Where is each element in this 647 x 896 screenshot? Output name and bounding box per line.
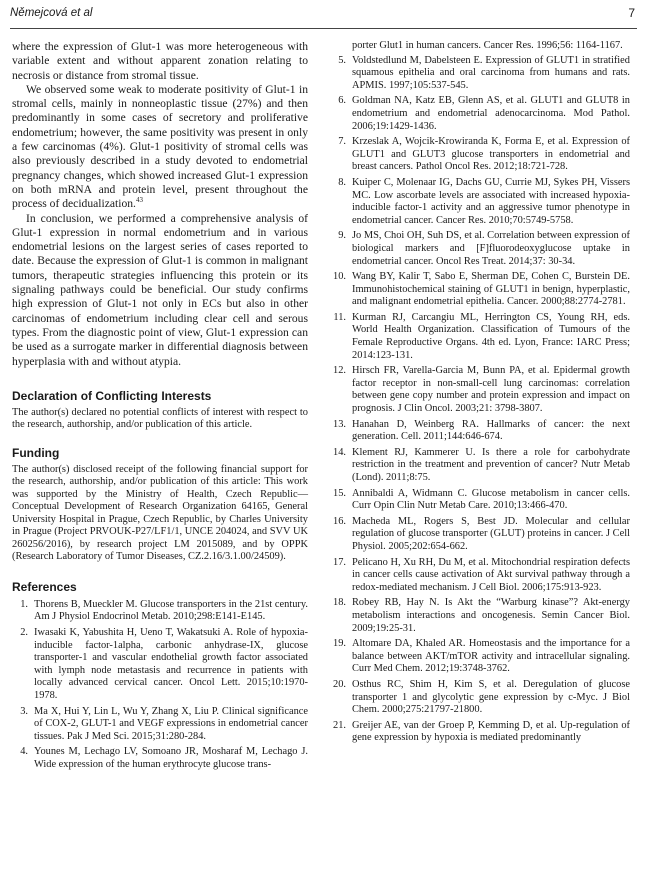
reference-text: Kuiper C, Molenaar IG, Dachs GU, Currie MJ, Sykes PH, Vissers MC. Low ascorbate levels are associated with increased hypoxia-inducible factor-1 activity and an aggressive tumor phenotype in endometrial cancer. Cancer Res. 2010;70:5749-5758.: [352, 176, 630, 226]
reference-item: [12, 599, 308, 624]
right-column: [330, 40, 630, 748]
reference-number: 7.: [338, 136, 346, 148]
reference-number: 16.: [333, 515, 346, 527]
references-list-left: [12, 599, 308, 772]
reference-text: Goldman NA, Katz EB, Glenn AS, et al. GLUT1 and GLUT8 in endometrium and endometrial adenocarcinoma. Mod Pathol. 2006;19:1429-1436.: [352, 95, 630, 132]
reference-number: 2.: [20, 627, 28, 639]
reference-item: [330, 365, 630, 415]
reference-continuation-text: porter Glut1 in human cancers. Cancer Res. 1996;56: 1164-1167.: [352, 40, 623, 51]
references-heading: References: [12, 579, 77, 594]
reference-item: [330, 488, 630, 513]
reference-text: Klement RJ, Kammerer U. Is there a role for carbohydrate restriction in the treatment and prevention of cancer? Nutr Metab (Lond). 2011;8:75.: [352, 446, 630, 483]
reference-number: 4.: [20, 746, 28, 758]
reference-number: 3.: [20, 705, 28, 717]
reference-number: 21.: [333, 719, 346, 731]
reference-number: 19.: [333, 638, 346, 650]
reference-number: 5.: [338, 54, 346, 66]
page-number: 7: [628, 6, 635, 20]
reference-text: Greijer AE, van der Groep P, Kemming D, et al. Up-regulation of gene expression by hypoxia is mediated predominantly: [352, 719, 630, 744]
reference-number: 9.: [338, 230, 346, 242]
reference-item: [330, 516, 630, 554]
funding-heading: Funding: [12, 445, 60, 460]
reference-number: 13.: [333, 418, 346, 430]
reference-text: Hirsch FR, Varella-Garcia M, Bunn PA, et al. Epidermal growth factor receptor in non-small-cell lung carcinomas: correlation between gene copy number and protein expression and impact on prognosis. J Clin Oncol. 2003;21: 3798-3807.: [352, 365, 630, 415]
reference-item: [330, 419, 630, 444]
citation-superscript: 43: [135, 196, 143, 205]
reference-item: [330, 312, 630, 362]
left-column: [12, 40, 308, 775]
running-header-authors: Němejcová et al: [10, 7, 93, 19]
coi-heading: Declaration of Conflicting Interests: [12, 388, 212, 403]
body-paragraph-2: [12, 83, 308, 212]
reference-number: 11.: [333, 311, 346, 323]
reference-text: Macheda ML, Rogers S, Best JD. Molecular and cellular regulation of glucose transporter (GLUT) proteins in cancer. J Cell Physiol. 2005;202:654-662.: [352, 515, 630, 552]
reference-item: [330, 638, 630, 676]
reference-text: Iwasaki K, Yabushita H, Ueno T, Wakatsuki A. Role of hypoxia-inducible factor-1alpha, carbonic anhydrase-IX, glucose transporter-1 and vascular endothelial growth factor associated with lymph node metastasis and recurrence in patients with locally advanced cervical cancer. Oncol Lett. 2015;10:1970-1978.: [34, 627, 308, 701]
reference-number: 17.: [333, 556, 346, 568]
reference-continuation: [330, 40, 630, 53]
reference-text: Robey RB, Hay N. Is Akt the “Warburg kinase”? Akt-energy metabolism interactions and oncogenesis. Semin Cancer Biol. 2009;19:25-31.: [352, 597, 630, 634]
reference-item: [330, 447, 630, 485]
reference-number: 10.: [333, 271, 346, 283]
reference-text: Younes M, Lechago LV, Somoano JR, Mosharaf M, Lechago J. Wide expression of the human erythrocyte glucose trans-: [34, 746, 308, 770]
coi-text: The author(s) declared no potential conflicts of interest with respect to the research, authorship, and/or publication of this article.: [12, 406, 308, 431]
reference-item: [12, 746, 308, 771]
reference-text: Altomare DA, Khaled AR. Homeostasis and the importance for a balance between AKT/mTOR activity and intracellular signaling. Curr Med Chem. 2012;19:3748-3762.: [352, 638, 630, 675]
reference-text: Pelicano H, Xu RH, Du M, et al. Mitochondrial respiration defects in cancer cells cause activation of Akt survival pathway through a redox-mediated mechanism. J Cell Biol. 2006;175:913-923.: [352, 556, 630, 593]
reference-number: 20.: [333, 678, 346, 690]
reference-item: [330, 679, 630, 717]
body-paragraph-3: In conclusion, we performed a comprehensive analysis of Glut-1 expression in normal endometrium and in various endometrial lesions on the largest series of cases reported to date. Because the expression of Glut-1 is common in malignant tumors, therapeutic strategies influencing this protein or its signaling pathways could be beneficial. Our study confirms high expression of Glut-1 not only in ECs but also in other carcinomas of endometrium including clear cell and serous types. From the diagnostic point of view, Glut-1 expression can be used as a surrogate marker in differential diagnosis between hyperplasia with and without atypia.: [12, 211, 308, 368]
reference-text: Krzeslak A, Wojcik-Krowiranda K, Forma E, et al. Expression of GLUT1 and GLUT3 glucose transporters in endometrial and breast cancers. Pathol Oncol Res. 2012;18:721-728.: [352, 136, 630, 173]
reference-text: Osthus RC, Shim H, Kim S, et al. Deregulation of glucose transporter 1 and glycolytic gene expression by c-Myc. J Biol Chem. 2000;275:21797-21800.: [352, 678, 630, 716]
reference-item: [330, 557, 630, 595]
reference-text: Hanahan D, Weinberg RA. Hallmarks of cancer: the next generation. Cell. 2011;144:646-674.: [352, 418, 630, 443]
reference-text: Kurman RJ, Carcangiu ML, Herrington CS, Young RH, eds. World Health Organization. Classification of Tumours of the Female Reproductive Organs. 4th ed. Lyon, France: IARC Press; 2014:123-131.: [352, 311, 630, 361]
reference-text: Wang BY, Kalir T, Sabo E, Sherman DE, Cohen C, Burstein DE. Immunohistochemical staining of GLUT1 in benign, hyperplastic, and malignant endometrial epithelia. Cancer. 2000;88:2774-2781.: [352, 271, 630, 308]
reference-text: Jo MS, Choi OH, Suh DS, et al. Correlation between expression of biological markers and [F]fluorodeoxyglucose uptake in endometrial cancer. Oncol Res Treat. 2014;37: 30-34.: [352, 230, 630, 267]
reference-number: 12.: [333, 365, 346, 377]
body-paragraph-1: where the expression of Glut-1 was more heterogeneous with variable extent and without apparent zonation relating to necrosis or distance from stromal tissue.: [12, 40, 308, 82]
reference-item: [330, 95, 630, 133]
reference-item: [330, 271, 630, 309]
body-paragraph-2-text: We observed some weak to moderate positivity of Glut-1 in stromal cells, mainly in nonneoplastic tissue (27%) and then predominantly in some cases of secretory and proliferative endometrium; however, the same positivity was present in only a few carcinomas (4%). Glut-1 positivity of stromal cells was also previously described in a study devoted to endometrial pregnancy changes, which showed increased Glut-1 expression on both mRNA and protein level, present throughout the process of decidualization.: [12, 82, 308, 211]
reference-number: 1.: [20, 598, 28, 610]
references-list-right: [330, 55, 630, 745]
reference-number: 18.: [333, 597, 346, 609]
reference-text: Thorens B, Mueckler M. Glucose transporters in the 21st century. Am J Physiol Endocrinol Metab. 2010;298:E141-E145.: [34, 598, 308, 623]
reference-text: Annibaldi A, Widmann C. Glucose metabolism in cancer cells. Curr Opin Clin Nutr Metab Care. 2010;13:466-470.: [352, 487, 630, 512]
reference-text: Ma X, Hui Y, Lin L, Wu Y, Zhang X, Liu P. Clinical significance of COX-2, GLUT-1 and VEGF expressions in endometrial cancer tissues. Pak J Med Sci. 2015;31:280-284.: [34, 705, 308, 742]
reference-item: [330, 230, 630, 268]
reference-item: [330, 597, 630, 635]
reference-item: [330, 720, 630, 745]
reference-text: Voldstedlund M, Dabelsteen E. Expression of GLUT1 in stratified squamous epithelia and oral carcinoma from humans and rats. APMIS. 1997;105:537-545.: [352, 54, 630, 91]
funding-text: The author(s) disclosed receipt of the following financial support for the research, authorship, and/or publication of this article: This work was supported by the Ministry of Health, Czech Republic—Conceptual Development of Research Organization 64165, General University Hospital in Prague, Czech Republic, by Charles University in Prague (Project PRVOUK-P27/LF1/1, UNCE 204024, and SVV UK 260256/2016), by research project LM 2015089, and by OPPK (Research Laboratory of Tumor Diseases, CZ.2.16/3.1.00/24509).: [12, 463, 308, 563]
reference-number: 8.: [338, 176, 346, 188]
reference-item: [330, 177, 630, 227]
reference-item: [330, 55, 630, 93]
reference-number: 14.: [333, 446, 346, 458]
reference-item: [12, 706, 308, 744]
reference-number: 15.: [333, 487, 346, 499]
reference-item: [330, 136, 630, 174]
reference-item: [12, 627, 308, 703]
reference-number: 6.: [338, 95, 346, 107]
running-header: [10, 4, 637, 29]
